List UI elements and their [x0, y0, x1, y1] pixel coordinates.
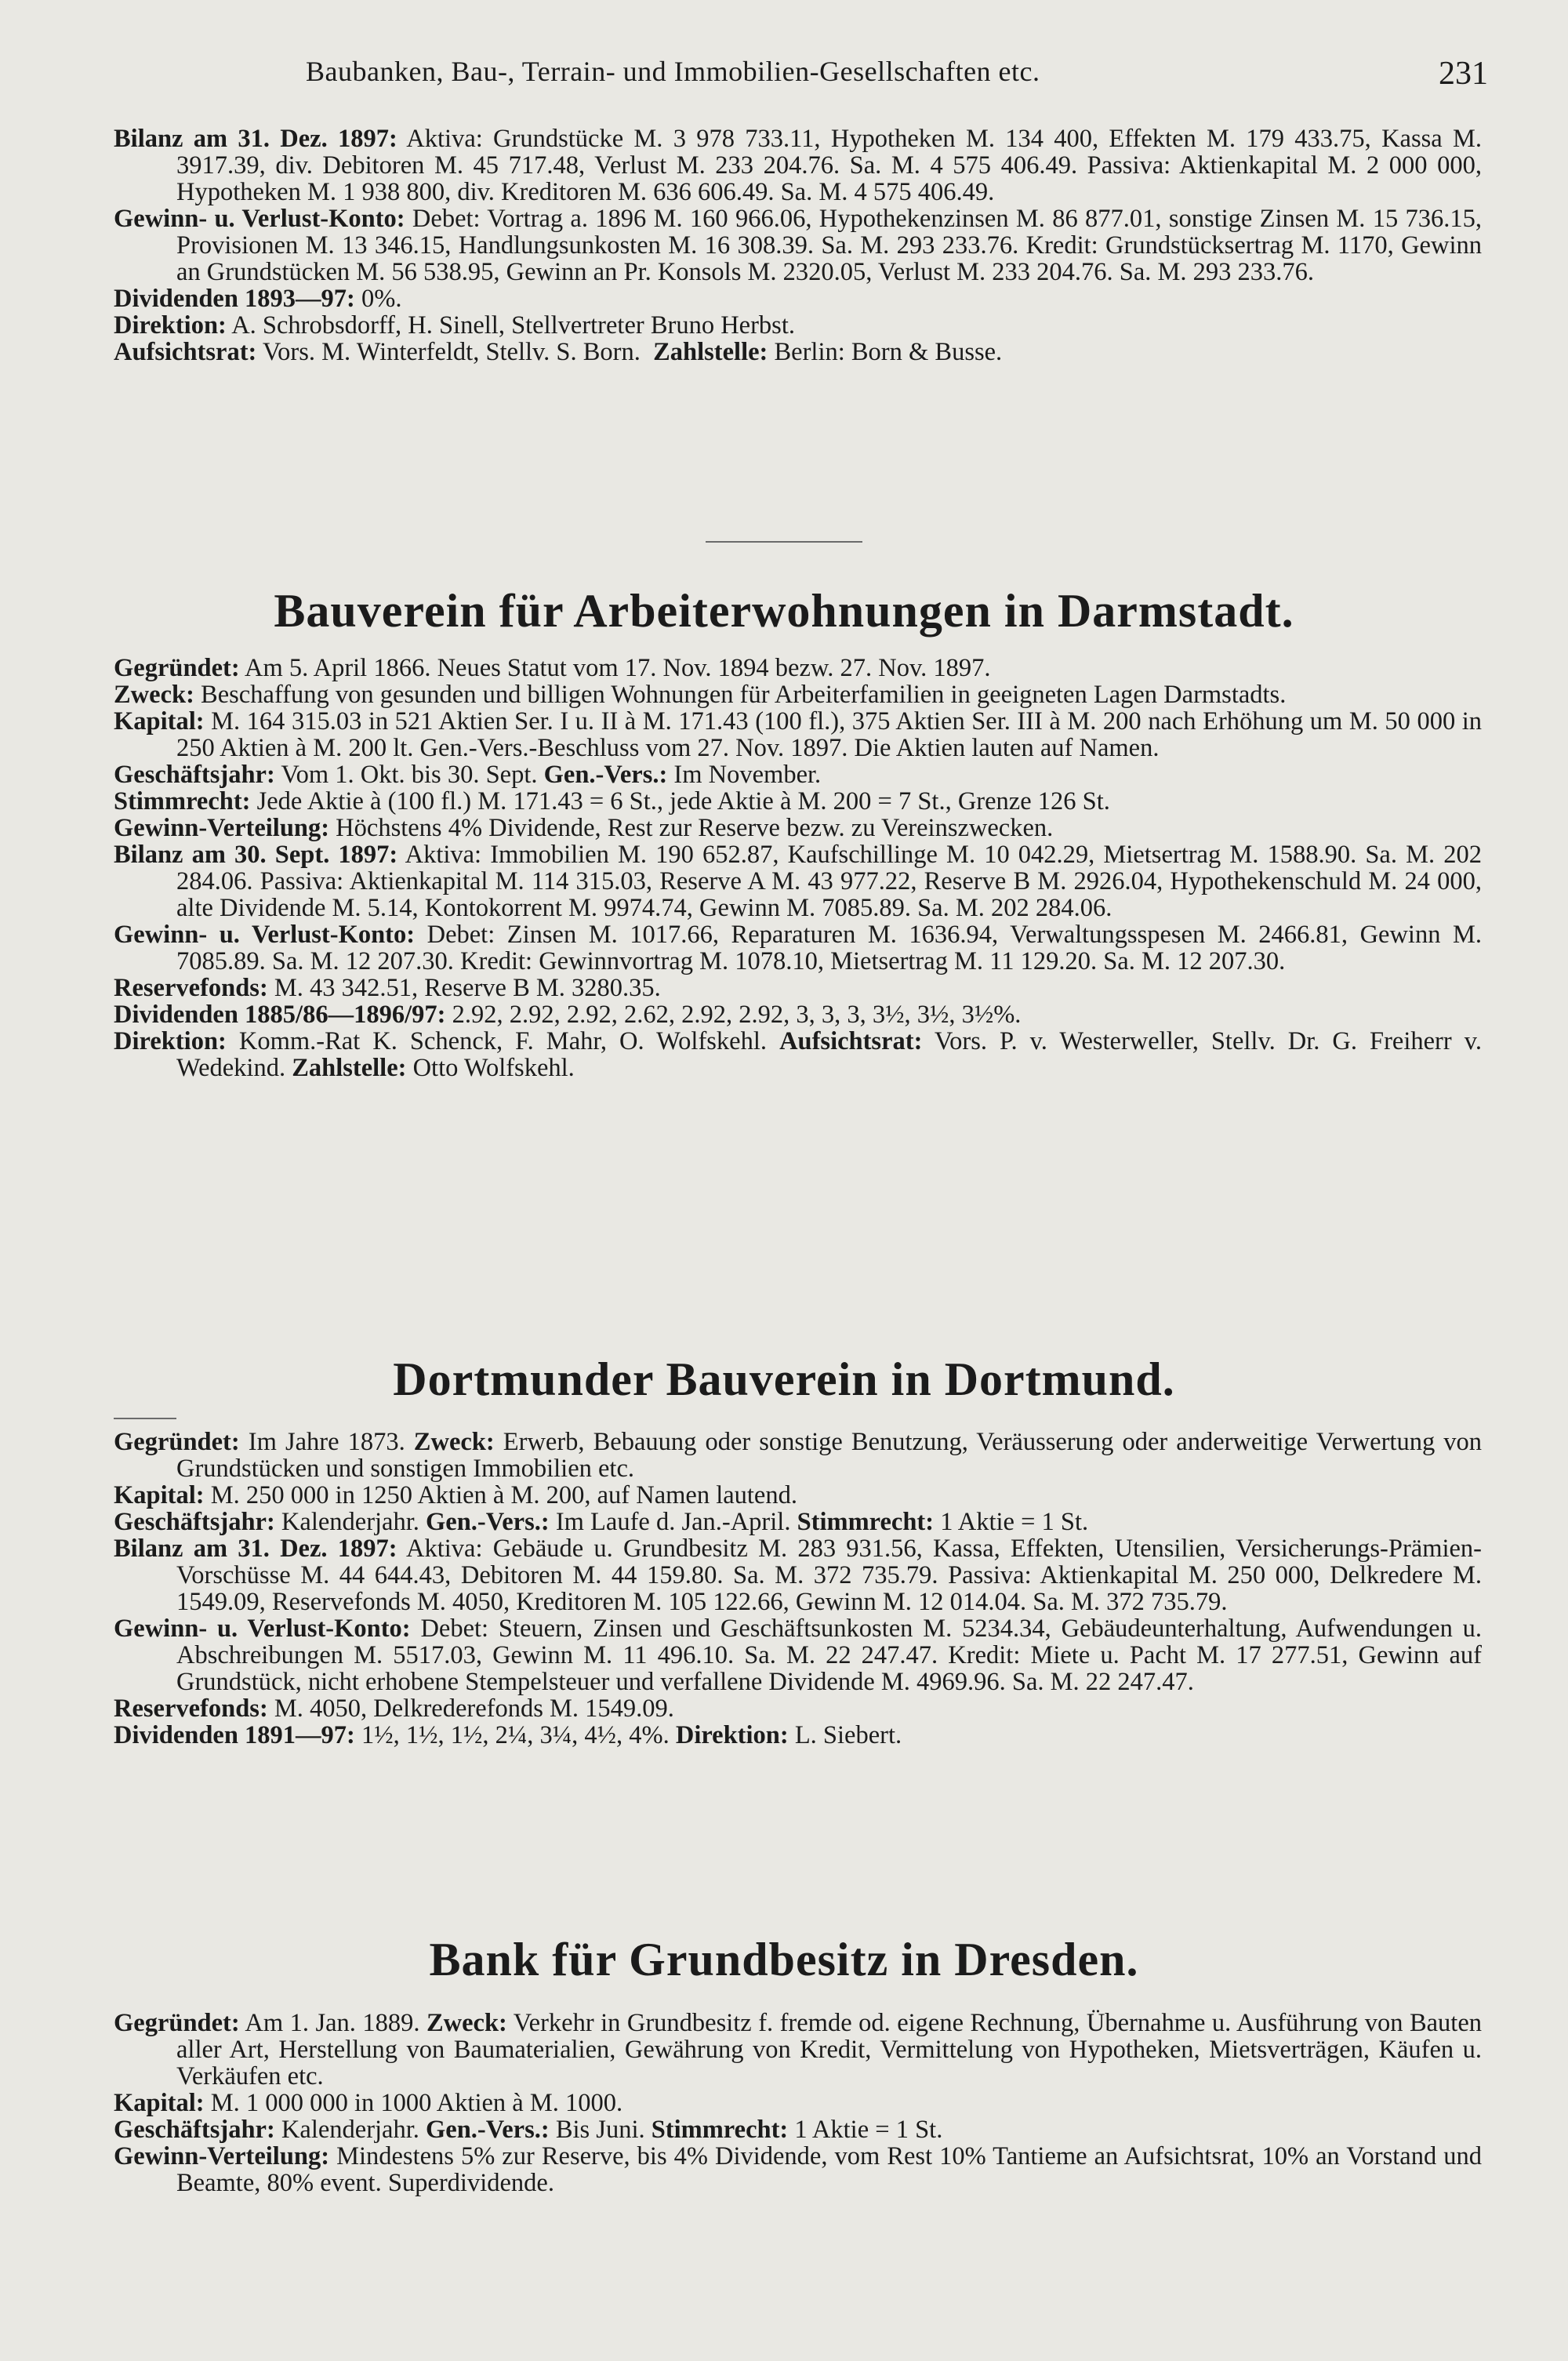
paragraph-kapital: Kapital: M. 250 000 in 1250 Aktien à M. 200, auf Namen lautend. [114, 1481, 797, 1509]
paragraph-gegruendet: Gegründet: Am 1. Jan. 1889. Zweck: Verkehr in Grundbesitz f. fremde od. eigene Rechnung, Übernahme u. Ausführung von Bauten aller Art, Herstellung von Baumaterialien, Gewährung von Kredit, Vermittelung von Hypotheken, Mietsverträgen, Käufen u. Verkäufen etc. [114, 2009, 1482, 2090]
paragraph-gewinn: Gewinn- u. Verlust-Konto: Debet: Vortrag a. 1896 M. 160 966.06, Hypothekenzinsen M. 86 877.01, sonstige Zinsen M. 15 736.15, Provisionen M. 13 346.15, Handlungsunkosten M. 16 308.39. Sa. M. 293 233.76. Kredit: Grundstücksertrag M. 1170, Gewinn an Grundstücken M. 56 538.95, Gewinn an Pr. Konsols M. 2320.05, Verlust M. 233 204.76. Sa. M. 293 233.76. [114, 205, 1483, 286]
section-title-dortmund: Dortmunder Bauverein in Dortmund. [393, 1353, 1175, 1405]
entry-previous [114, 125, 1482, 365]
section-divider [706, 541, 862, 543]
paragraph-kapital: Kapital: M. 164 315.03 in 521 Aktien Ser. I u. II à M. 171.43 (100 fl.), 375 Aktien Ser. III à M. 200 nach Erhöhung um M. 50 000 in 250 Aktien à M. 200 lt. Gen.-Vers.-Beschluss vom 27. Nov. 1897. Die Aktien lauten auf Namen. [114, 707, 1483, 762]
paragraph-bilanz: Bilanz am 31. Dez. 1897: Aktiva: Gebäude u. Grundbesitz M. 283 931.56, Kassa, Effekten, Utensilien, Versicherungs-Prämien-Vorschüsse M. 44 644.43, Debitoren M. 44 159.80. Sa. M. 372 735.79. Passiva: Aktienkapital M. 250 000, Delkredere M. 1549.09, Reservefonds M. 4050, Kreditoren M. 105 122.66, Gewinn M. 12 014.04. Sa. M. 372 735.79. [114, 1535, 1483, 1616]
paragraph-dividenden: Dividenden 1885/86—1896/97: 2.92, 2.92, 2.92, 2.62, 2.92, 2.92, 3, 3, 3, 3½, 3½, 3½%. [114, 1001, 1022, 1029]
paragraph-geschaeftsjahr: Geschäftsjahr: Kalenderjahr. Gen.-Vers.: Bis Juni. Stimmrecht: 1 Aktie = 1 St. [114, 2116, 943, 2144]
paragraph-dividenden: Dividenden 1891—97: 1½, 1½, 1½, 2¼, 3¼, 4½, 4%. Direktion: L. Siebert. [114, 1721, 902, 1749]
paragraph-gegruendet: Gegründet: Am 5. April 1866. Neues Statut vom 17. Nov. 1894 bezw. 27. Nov. 1897. [114, 654, 991, 682]
entry-dresden [114, 2010, 1482, 2196]
paragraph-direktion: Direktion: A. Schrobsdorff, H. Sinell, Stellvertreter Bruno Herbst. [114, 311, 795, 340]
paragraph-geschaeftsjahr: Geschäftsjahr: Vom 1. Okt. bis 30. Sept. Gen.-Vers.: Im November. [114, 761, 822, 789]
paragraph-bilanz: Bilanz am 30. Sept. 1897: Aktiva: Immobilien M. 190 652.87, Kaufschillinge M. 10 042.29, Mietsertrag M. 1588.90. Sa. M. 202 284.06. Passiva: Aktienkapital M. 114 315.03, Reserve A M. 43 977.22, Reserve B M. 2926.04, Hypothekenschuld M. 24 000, alte Dividende M. 5.14, Kontokorrent M. 9974.74, Gewinn M. 7085.89. Sa. M. 202 284.06. [114, 841, 1482, 922]
running-head: Baubanken, Bau-, Terrain- und Immobilien-Gesellschaften etc. [306, 56, 1040, 87]
paragraph-zweck: Zweck: Beschaffung von gesunden und billigen Wohnungen für Arbeiterfamilien in geeigneten Lagen Darmstadts. [114, 681, 1287, 709]
paragraph-direktion: Direktion: Komm.-Rat K. Schenck, F. Mahr, O. Wolfskehl. Aufsichtsrat: Vors. P. v. Westerweller, Stellv. Dr. G. Freiherr v. Wedekind. Zahlstelle: Otto Wolfskehl. [114, 1027, 1482, 1082]
paragraph-stimmrecht: Stimmrecht: Jede Aktie à (100 fl.) M. 171.43 = 6 St., jede Aktie à M. 200 = 7 St., Grenze 126 St. [114, 787, 1110, 815]
paragraph-bilanz: Bilanz am 31. Dez. 1897: Aktiva: Grundstücke M. 3 978 733.11, Hypotheken M. 134 400, Effekten M. 179 433.75, Kassa M. 3917.39, div. Debitoren M. 45 717.48, Verlust M. 233 204.76. Sa. M. 4 575 406.49. Passiva: Aktienkapital M. 2 000 000, Hypotheken M. 1 938 800, div. Kreditoren M. 636 606.49. Sa. M. 4 575 406.49. [114, 125, 1482, 206]
paragraph-reservefonds: Reservefonds: M. 4050, Delkrederefonds M. 1549.09. [114, 1694, 674, 1723]
section-title-darmstadt: Bauverein für Arbeiterwohnungen in Darmstadt. [274, 585, 1294, 637]
page-number: 231 [1439, 56, 1488, 92]
paragraph-reservefonds: Reservefonds: M. 43 342.51, Reserve B M. 3280.35. [114, 974, 661, 1002]
paragraph-gewinnverteilung: Gewinn-Verteilung: Mindestens 5% zur Reserve, bis 4% Dividende, vom Rest 10% Tantieme an Aufsichtsrat, 10% an Vorstand und Beamte, 80% event. Superdividende. [114, 2142, 1482, 2197]
decorative-rule [114, 1418, 176, 1419]
paragraph-gewinn: Gewinn- u. Verlust-Konto: Debet: Steuern, Zinsen und Geschäftsunkosten M. 5234.34, Gebäudeunterhaltung, Aufwendungen u. Abschreibungen M. 5517.03, Gewinn M. 11 496.10. Sa. M. 22 247.47. Kredit: Miete u. Pacht M. 17 277.51, Gewinn auf Grundstück, nicht erhobene Stempelsteuer und verfallene Dividende M. 4969.96. Sa. M. 22 247.47. [114, 1615, 1483, 1696]
paragraph-gegruendet: Gegründet: Im Jahre 1873. Zweck: Erwerb, Bebauung oder sonstige Benutzung, Veräusserung oder anderweitige Verwertung von Grundstücken und sonstigen Immobilien etc. [114, 1428, 1483, 1483]
entry-dortmund [114, 1429, 1482, 1749]
paragraph-aufsichtsrat: Aufsichtsrat: Vors. M. Winterfeldt, Stellv. S. Born. Zahlstelle: Berlin: Born & Busse. [114, 338, 1003, 366]
entry-darmstadt [114, 655, 1482, 1081]
paragraph-dividenden: Dividenden 1893—97: 0%. [114, 285, 402, 313]
paragraph-kapital: Kapital: M. 1 000 000 in 1000 Aktien à M. 1000. [114, 2089, 623, 2117]
paragraph-geschaeftsjahr: Geschäftsjahr: Kalenderjahr. Gen.-Vers.: Im Laufe d. Jan.-April. Stimmrecht: 1 Aktie = 1 St. [114, 1508, 1089, 1536]
paragraph-gewinn: Gewinn- u. Verlust-Konto: Debet: Zinsen M. 1017.66, Reparaturen M. 1636.94, Verwaltungsspesen M. 2466.81, Gewinn M. 7085.89. Sa. M. 12 207.30. Kredit: Gewinnvortrag M. 1078.10, Mietsertrag M. 11 129.20. Sa. M. 12 207.30. [114, 921, 1483, 975]
section-title-dresden: Bank für Grundbesitz in Dresden. [429, 1934, 1139, 1985]
paragraph-gewinnverteilung: Gewinn-Verteilung: Höchstens 4% Dividende, Rest zur Reserve bezw. zu Vereinszwecken. [114, 814, 1054, 842]
